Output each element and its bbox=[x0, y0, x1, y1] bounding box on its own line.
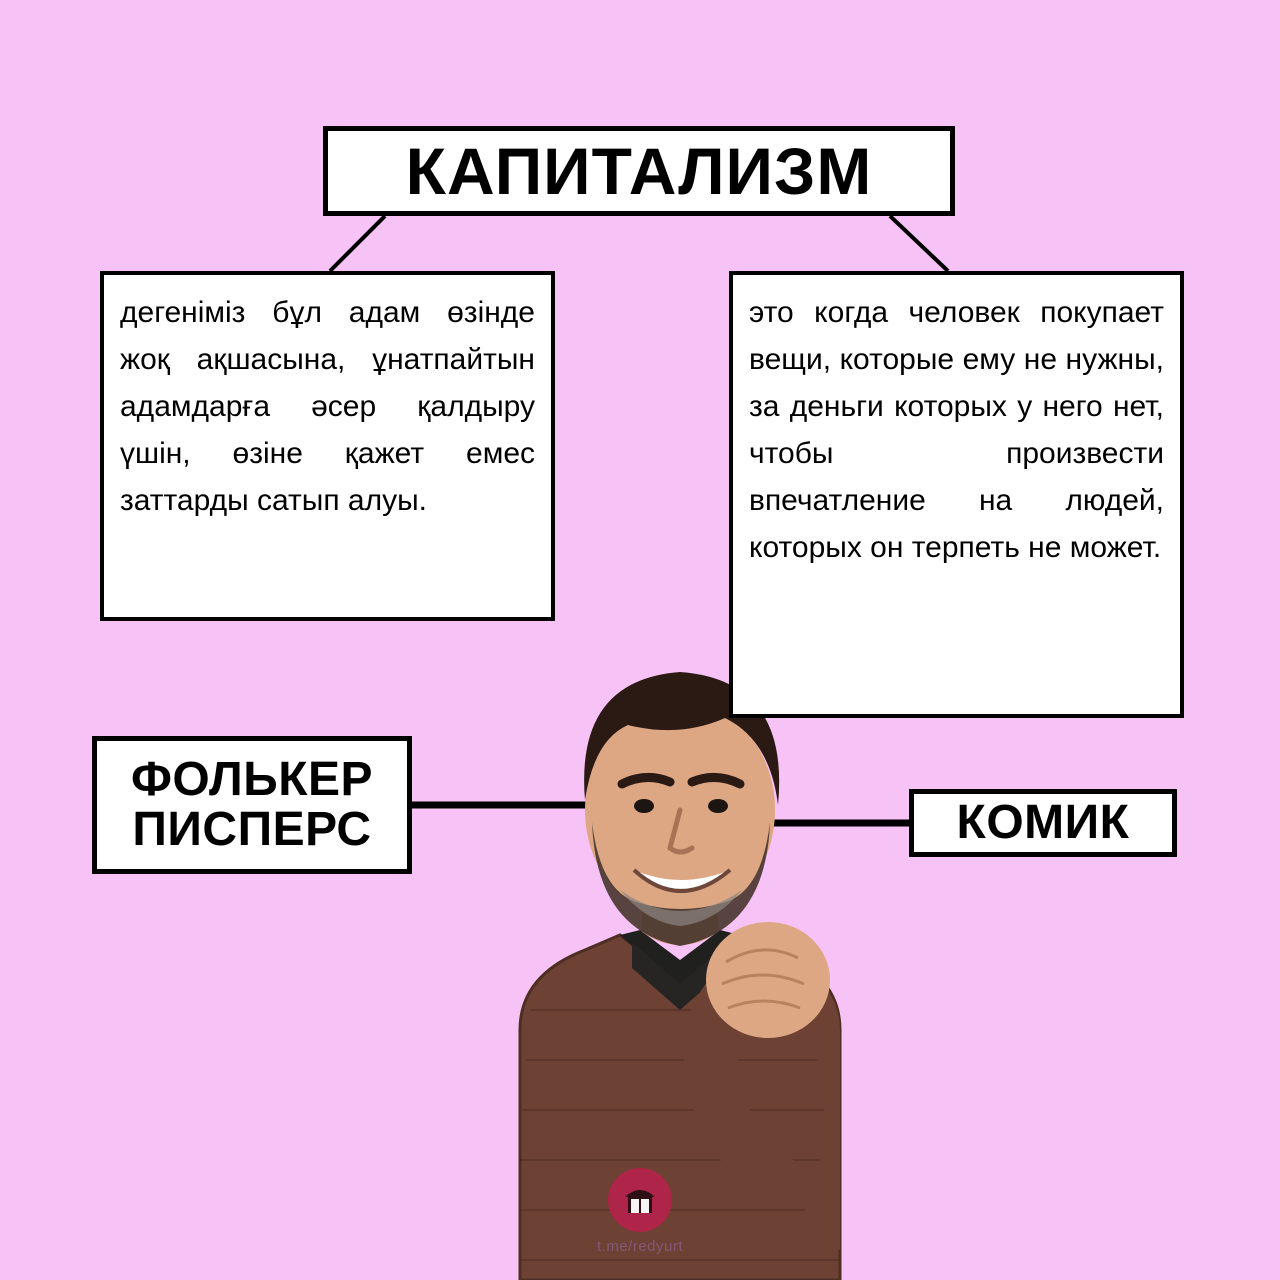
definition-box-kazakh bbox=[100, 271, 555, 621]
yurt-icon bbox=[608, 1168, 672, 1232]
yurt-glyph bbox=[619, 1179, 661, 1221]
title-box-capitalism bbox=[323, 126, 955, 216]
page-title: КАПИТАЛИЗМ bbox=[405, 134, 873, 208]
watermark-handle: t.me/redyurt bbox=[596, 1238, 684, 1255]
definition-text-russian: это когда человек покупает вещи, которые ему не нужны, за деньги которых у него нет, чтобы произвести впечатление на людей, которых он терпеть не может. bbox=[749, 296, 1173, 564]
definition-text-kazakh: дегеніміз бұл адам өзінде жоқ ақшасына, ұнатпайтын адамдарға әсер қалдыру үшін, өзіне қажет емес заттарды сатып алуы. bbox=[120, 296, 544, 517]
occupation-label: КОМИК bbox=[956, 795, 1130, 849]
person-name-line2: ПИСПЕРС bbox=[132, 803, 372, 856]
label-box-person-name bbox=[92, 736, 412, 874]
watermark bbox=[560, 1168, 720, 1268]
definition-box-russian bbox=[729, 271, 1184, 718]
label-box-occupation bbox=[909, 789, 1177, 857]
person-name-line1: ФОЛЬКЕР bbox=[130, 752, 374, 806]
